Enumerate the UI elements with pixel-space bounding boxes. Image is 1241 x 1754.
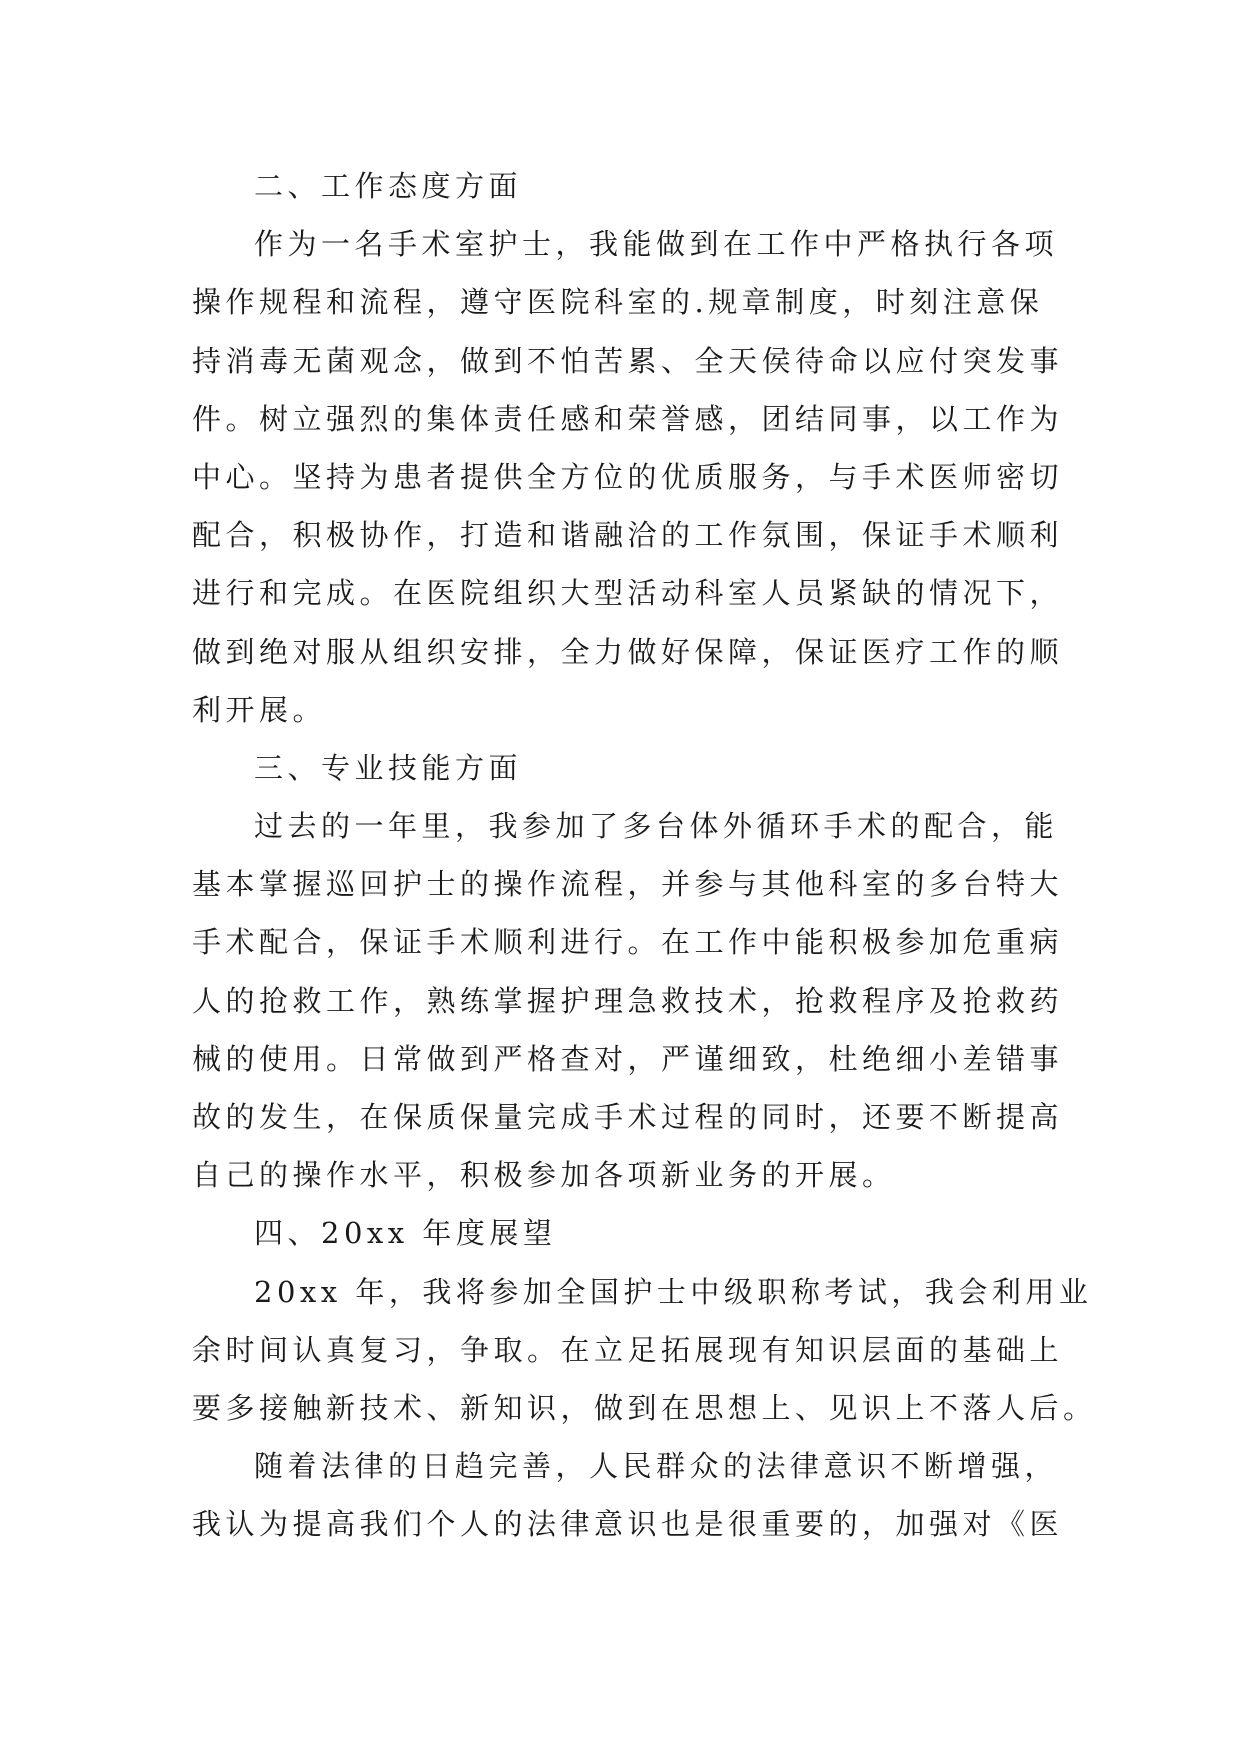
paragraph-line: 我认为提高我们个人的法律意识也是很重要的，加强对《医 bbox=[192, 1507, 1064, 1542]
section-heading-work-attitude: 二、工作态度方面 bbox=[254, 169, 523, 203]
paragraph-line: 作为一名手术室护士，我能做到在工作中严格执行各项 bbox=[254, 227, 1059, 262]
paragraph-line: 20xx 年，我将参加全国护士中级职称考试，我会利用业 bbox=[254, 1274, 1093, 1309]
paragraph-line: 配合，积极协作，打造和谐融洽的工作氛围，保证手术顺利 bbox=[192, 518, 1064, 553]
document-body bbox=[192, 157, 1097, 1554]
paragraph-line: 故的发生，在保质保量完成手术过程的同时，还要不断提高 bbox=[192, 1100, 1064, 1134]
section-heading-outlook: 四、20xx 年度展望 bbox=[254, 1216, 557, 1251]
paragraph-line: 械的使用。日常做到严格查对，严谨细致，杜绝细小差错事 bbox=[192, 1041, 1064, 1076]
section-heading-professional-skills: 三、专业技能方面 bbox=[254, 750, 523, 785]
paragraph-line: 持消毒无菌观念，做到不怕苦累、全天侯待命以应付突发事 bbox=[192, 343, 1064, 378]
paragraph-line: 利开展。 bbox=[192, 692, 327, 727]
paragraph-line: 随着法律的日趋完善，人民群众的法律意识不断增强， bbox=[254, 1449, 1059, 1484]
paragraph-line: 手术配合，保证手术顺利进行。在工作中能积极参加危重病 bbox=[192, 925, 1064, 960]
paragraph-line: 自己的操作水平，积极参加各项新业务的开展。 bbox=[192, 1158, 896, 1193]
paragraph-line: 进行和完成。在医院组织大型活动科室人员紧缺的情况下， bbox=[192, 576, 1064, 611]
paragraph-line: 件。树立强烈的集体责任感和荣誉感，团结同事，以工作为 bbox=[192, 401, 1064, 436]
paragraph-line: 中心。坚持为患者提供全方位的优质服务，与手术医师密切 bbox=[192, 459, 1064, 494]
paragraph-line: 过去的一年里，我参加了多台体外循环手术的配合，能 bbox=[254, 809, 1059, 844]
paragraph-line: 基本掌握巡回护士的操作流程，并参与其他科室的多台特大 bbox=[192, 867, 1064, 902]
paragraph-line: 要多接触新技术、新知识，做到在思想上、见识上不落人后。 bbox=[192, 1390, 1097, 1425]
paragraph-line: 做到绝对服从组织安排，全力做好保障，保证医疗工作的顺 bbox=[192, 634, 1064, 669]
paragraph-line: 余时间认真复习，争取。在立足拓展现有知识层面的基础上 bbox=[192, 1332, 1064, 1367]
paragraph-line: 人的抢救工作，熟练掌握护理急救技术，抢救程序及抢救药 bbox=[192, 983, 1064, 1018]
paragraph-line: 操作规程和流程，遵守医院科室的.规章制度，时刻注意保 bbox=[192, 285, 1044, 320]
